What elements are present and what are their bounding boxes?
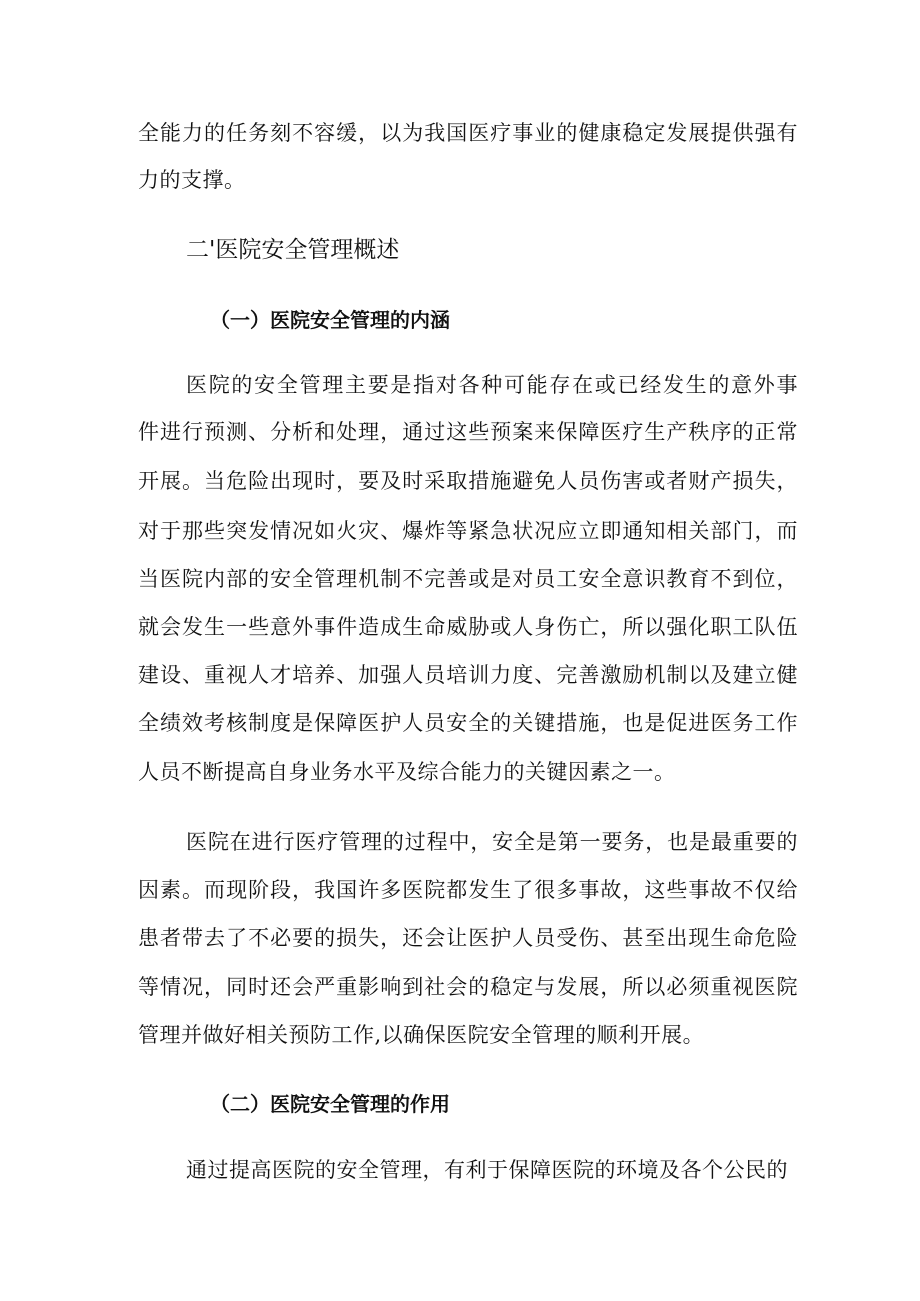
sub1-para2-line-4: 等情况，同时还会严重影响到社会的稳定与发展，所以必须重视医院 [138, 975, 798, 999]
sub1-para1-line-3: 开展。当危险出现时，要及时采取措施避免人员伤害或者财产损失， [138, 469, 798, 493]
intro-line-2: 力的支撑。 [138, 168, 246, 192]
subsection-heading-2: （二）医院安全管理的作用 [210, 1092, 450, 1116]
sub1-para2-line-2: 因素。而现阶段，我国许多医院都发生了很多事故，这些事故不仅给 [138, 878, 798, 902]
section-heading-2: 二'医院安全管理概述 [186, 237, 400, 263]
intro-line-1: 全能力的任务刻不容缓，以为我国医疗事业的健康稳定发展提供强有 [138, 121, 798, 145]
sub1-para2-line-3: 患者带去了不必要的损失，还会让医护人员受伤、甚至出现生命危险 [138, 926, 798, 950]
sub1-para1-line-2: 件进行预测、分析和处理，通过这些预案来保障医疗生产秩序的正常 [138, 420, 798, 444]
subsection-heading-1: （一）医院安全管理的内涵 [210, 308, 450, 332]
sub1-para1-line-9: 人员不断提高自身业务水平及综合能力的关键因素之一。 [138, 760, 676, 784]
sub1-para1-line-7: 建设、重视人才培养、加强人员培训力度、完善激励机制以及建立健 [138, 663, 798, 687]
sub1-para1-line-5: 当医院内部的安全管理机制不完善或是对员工安全意识教育不到位， [138, 567, 798, 591]
sub1-para1-line-4: 对于那些突发情况如火灾、爆炸等紧急状况应立即通知相关部门，而 [138, 519, 798, 543]
sub1-para1-line-8: 全绩效考核制度是保障医护人员安全的关键措施，也是促进医务工作 [138, 711, 798, 735]
sub1-para1-line-1: 医院的安全管理主要是指对各种可能存在或已经发生的意外事 [186, 373, 798, 397]
sub2-para1-line-1: 通过提高医院的安全管理，有利于保障医院的环境及各个公民的 [186, 1158, 788, 1182]
sub1-para1-line-6: 就会发生一些意外事件造成生命威胁或人身伤亡，所以强化职工队伍 [138, 615, 798, 639]
sub1-para2-line-1: 医院在进行医疗管理的过程中，安全是第一要务，也是最重要的 [186, 830, 798, 854]
sub1-para2-line-5: 管理并做好相关预防工作,以确保医院安全管理的顺利开展。 [138, 1023, 705, 1047]
